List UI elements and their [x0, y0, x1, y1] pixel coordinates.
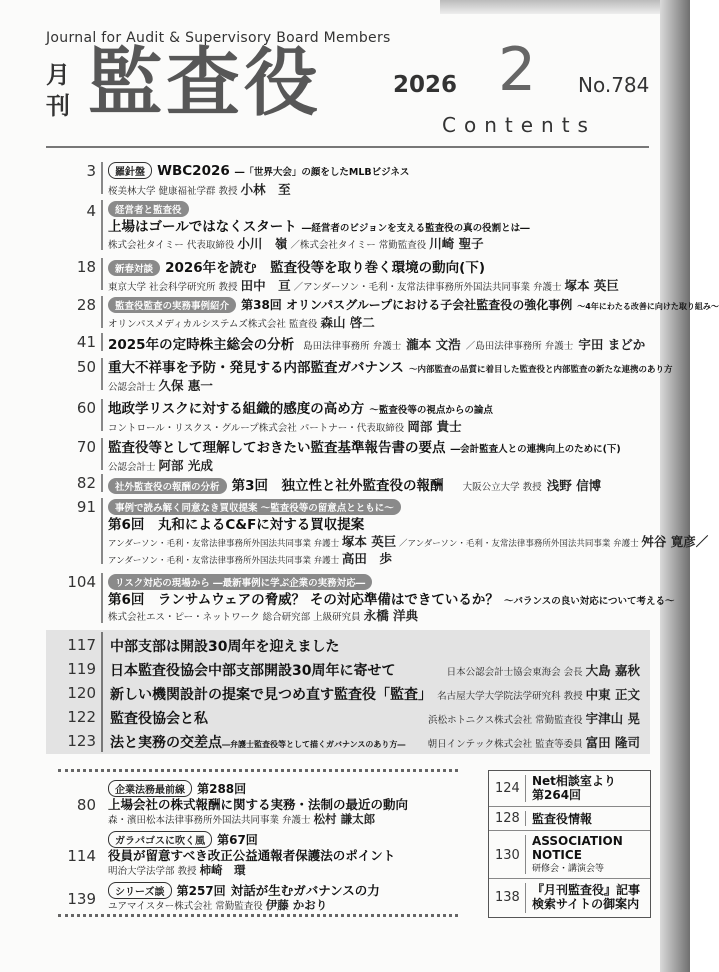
page-number: 80	[76, 796, 96, 814]
article-title: 新しい機関設計の提案で見つめ直す監査役「監査」	[110, 687, 432, 703]
author-name: 田中 亘	[240, 278, 291, 293]
author-affiliation: 島田法律事務所 弁護士	[303, 341, 402, 352]
entry-divider	[525, 775, 526, 802]
author-name: 森山 啓二	[320, 315, 375, 330]
article-subtitle: ―「世界大会」の顔をしたMLBビジネス	[234, 167, 410, 178]
issue-year: 2026	[393, 72, 458, 98]
info-box-item[interactable]	[489, 879, 650, 917]
magazine-title: 監査役	[88, 40, 322, 126]
author-affiliation: 日本公認会計士協会東海会 会長	[446, 667, 583, 678]
entry-divider	[101, 258, 103, 290]
author-name: 瀧本 文浩	[406, 337, 461, 352]
author-name: 中東 正文	[585, 687, 640, 702]
toc-entry[interactable]	[46, 657, 650, 681]
info-box-label: NOTICE	[532, 848, 582, 862]
author-affiliation: コントロール・リスクス・グループ株式会社 パートナー・代表取締役	[108, 423, 405, 434]
article-subtitle: ―弁護士監査役等として描くガバナンスのあり方―	[222, 740, 406, 749]
author-name: 舛谷 寛彦／	[641, 534, 709, 549]
author-name: 小川 嶺	[237, 236, 288, 251]
page-binding-shadow	[660, 0, 690, 972]
header-rule	[46, 146, 649, 148]
article-title: 第38回 オリンパスグループにおける子会社監査役の強化事例	[241, 298, 573, 312]
series-number: 第288回	[197, 782, 247, 796]
author-affiliation: 浜松ホトニクス株式会社 常勤監査役	[428, 715, 583, 726]
author-name: 小林 至	[240, 182, 291, 197]
series-tag: 経営者と監査役	[108, 201, 189, 217]
author-affiliation: 公認会計士	[108, 462, 156, 473]
entry-divider	[101, 573, 103, 623]
article-subtitle: ―会計監査人との連携向上のために(下)	[450, 444, 621, 455]
page-number: 139	[67, 890, 96, 908]
toc-entry[interactable]	[46, 729, 650, 753]
article-title: 監査役協会と私	[110, 711, 208, 727]
article-title: 役員が留意すべき改正公益通報者保護法のポイント	[108, 848, 396, 863]
entry-divider	[525, 835, 526, 874]
author-affiliation: 公認会計士	[108, 382, 156, 393]
author-affiliation: 桜美林大学 健康福祉学群 教授	[108, 186, 238, 197]
dotted-separator	[58, 914, 458, 917]
author-name: 阿部 光成	[158, 458, 213, 473]
author-name: 久保 惠一	[158, 378, 213, 393]
page-number: 138	[495, 890, 520, 905]
page-number: 82	[76, 474, 96, 492]
toc-entry[interactable]	[46, 633, 650, 657]
info-box	[488, 770, 651, 918]
author-affiliation: ／アンダーソン・毛利・友常法律事務所外国法共同事業 弁護士	[398, 539, 639, 549]
issue-month: 2	[498, 35, 537, 105]
series-tag: リスク対応の現場から ―最新事例に学ぶ企業の実務対応―	[108, 574, 372, 590]
author-affiliation: ／島田法律事務所 弁護士	[465, 341, 574, 352]
author-name: 富田 隆司	[585, 735, 640, 750]
entry-divider	[101, 474, 103, 492]
author-name: 松村 謙太郎	[313, 812, 376, 826]
author-name: 塚本 英巨	[341, 534, 397, 549]
entry-divider	[101, 162, 103, 194]
info-box-label: 監査役情報	[532, 812, 593, 826]
article-title: 監査役等として理解しておきたい監査基準報告書の要点	[108, 440, 446, 456]
page-number: 18	[76, 258, 96, 276]
series-tag: ガラパゴスに吹く風	[108, 831, 212, 848]
contents-heading: Contents	[442, 113, 596, 137]
author-affiliation: ／アンダーソン・毛利・友常法律事務所外国法共同事業 弁護士	[293, 282, 562, 293]
author-affiliation: ユアマイスター株式会社 常勤監査役	[108, 901, 263, 912]
info-box-label: 第264回	[532, 788, 582, 802]
author-name: 大島 嘉秋	[585, 663, 640, 678]
series-tag: 企業法務最前線	[108, 780, 192, 797]
author-affiliation: 株式会社エス・ピー・ネットワーク 総合研究部 上級研究員	[108, 612, 361, 623]
page-number: 3	[86, 162, 96, 180]
article-title: 中部支部は開設30周年を迎えました	[110, 639, 340, 655]
article-title: 法と実務の交差点	[110, 735, 222, 751]
toc-entry[interactable]	[46, 705, 650, 729]
author-name: 川崎 聖子	[429, 236, 484, 251]
info-box-label: 『月刊監査役』記事	[532, 883, 641, 897]
author-name: 高田 歩	[341, 551, 392, 566]
dotted-separator	[58, 769, 458, 772]
info-box-item[interactable]	[489, 807, 650, 831]
gekkan-label	[45, 60, 71, 122]
author-name: 宇津山 晃	[585, 711, 640, 726]
article-title: 第3回 独立性と社外監査役の報酬	[231, 478, 444, 494]
article-subtitle: ～バランスの良い対応について考える～	[503, 596, 675, 607]
author-name: 浅野 信博	[546, 478, 602, 493]
author-name: 柿崎 環	[199, 863, 246, 877]
article-title: WBC2026	[157, 163, 230, 179]
article-title: 第6回 ランサムウェアの脅威？ その対応準備はできているか？	[108, 592, 499, 608]
info-box-label: 検索サイトの御案内	[532, 897, 640, 911]
article-title: 地政学リスクに対する組織的感度の高め方	[108, 401, 365, 417]
series-number: 第67回	[217, 833, 258, 847]
page-shadow	[440, 0, 660, 14]
page-number: 120	[67, 684, 96, 702]
author-affiliation: 株式会社タイミー 代表取締役	[108, 240, 235, 251]
entry-divider	[525, 883, 526, 913]
info-box-note: 研修会・講演会等	[532, 864, 605, 874]
article-title: 対話が生むガバナンスの力	[230, 883, 380, 898]
article-subtitle: ～監査役等の視点からの論点	[369, 405, 493, 416]
page-number: 4	[86, 202, 96, 220]
author-affiliation: アンダーソン・毛利・友常法律事務所外国法共同事業 弁護士	[108, 556, 340, 566]
page-number: 91	[76, 498, 96, 516]
entry-divider	[101, 399, 103, 431]
info-box-item[interactable]	[489, 771, 650, 807]
author-affiliation: ／株式会社タイミー 常勤監査役	[290, 240, 427, 251]
author-affiliation: 森・濱田松本法律事務所外国法共同事業 弁護士	[108, 815, 311, 826]
page-number: 70	[76, 438, 96, 456]
toc-entry[interactable]	[46, 681, 650, 705]
article-subtitle: ～4年にわたる改善に向けた取り組み～	[577, 302, 719, 311]
series-tag: 新春対談	[108, 260, 160, 276]
page-number: 124	[495, 781, 520, 796]
article-title: 上場はゴールではなくスタート	[108, 219, 297, 235]
author-name: 宇田 まどか	[578, 337, 646, 352]
journal-subtitle: Journal for Audit & Supervisory Board Members	[46, 30, 391, 46]
entry-divider	[101, 358, 103, 390]
article-title: 2025年の定時株主総会の分析	[108, 337, 295, 353]
page-number: 50	[76, 358, 96, 376]
author-name: 伊藤 かおり	[265, 898, 328, 912]
entry-divider	[101, 333, 103, 351]
page-number: 114	[67, 847, 96, 865]
article-title: 上場会社の株式報酬に関する実務・法制の最近の動向	[108, 797, 409, 812]
author-affiliation: オリンパスメディカルシステムズ株式会社 監査役	[108, 319, 318, 330]
author-affiliation: 明治大学法学部 教授	[108, 866, 197, 877]
author-name: 岡部 貴士	[407, 419, 462, 434]
page-number: 41	[76, 333, 96, 351]
author-name: 塚本 英巨	[564, 278, 619, 293]
article-title: 第6回 丸和によるC&Fに対する買収提案	[108, 517, 365, 533]
article-title: 重大不祥事を予防・発見する内部監査ガバナンス	[108, 360, 404, 376]
series-tag: 社外監査役の報酬の分析	[108, 478, 227, 494]
entry-divider	[525, 811, 526, 826]
info-box-label: ASSOCIATION	[532, 834, 623, 848]
issue-number: No.784	[578, 73, 650, 97]
gekkan-char-2: 刊	[46, 92, 70, 120]
gekkan-char-1: 月	[46, 61, 70, 89]
author-affiliation: 大阪公立大学 教授	[462, 482, 542, 493]
page-number: 104	[67, 573, 96, 591]
series-tag: 羅針盤	[108, 162, 152, 179]
article-title: 2026年を読む 監査役等を取り巻く環境の動向(下)	[165, 260, 486, 276]
entry-divider	[101, 438, 103, 470]
page-number: 60	[76, 399, 96, 417]
series-tag: 監査役監査の実務事例紹介	[108, 297, 236, 313]
info-box-label: Net相談室より	[532, 774, 616, 788]
entry-divider	[101, 498, 103, 564]
article-subtitle: ～内部監査の品質に着目した監査役と内部監査の新たな連携のあり方	[409, 365, 673, 375]
page-number: 119	[67, 660, 96, 678]
article-title: 日本監査役協会中部支部開設30周年に寄せて	[110, 663, 396, 679]
page-number: 123	[67, 732, 96, 750]
series-tag: 事例で読み解く同意なき買収提案 ～監査役等の留意点とともに～	[108, 499, 401, 515]
info-box-item[interactable]	[489, 831, 650, 879]
page-number: 122	[67, 708, 96, 726]
author-affiliation: 名古屋大学大学院法学研究科 教授	[437, 691, 583, 702]
series-tag: シリーズ談	[108, 882, 172, 899]
author-affiliation: 朝日インテック株式会社 監査等委員	[427, 739, 583, 750]
entry-divider	[101, 296, 103, 328]
author-name: 永橋 洋典	[363, 608, 419, 623]
series-number: 第257回	[176, 884, 226, 898]
page-number: 130	[495, 848, 520, 863]
author-affiliation: 東京大学 社会科学研究所 教授	[108, 282, 238, 293]
author-affiliation: アンダーソン・毛利・友常法律事務所外国法共同事業 弁護士	[108, 539, 340, 549]
page-number: 117	[67, 636, 96, 654]
article-subtitle: ―経営者のビジョンを支える監査役の真の役割とは―	[301, 223, 530, 234]
page-number: 128	[495, 811, 520, 826]
page-number: 28	[76, 296, 96, 314]
entry-divider	[101, 200, 103, 250]
